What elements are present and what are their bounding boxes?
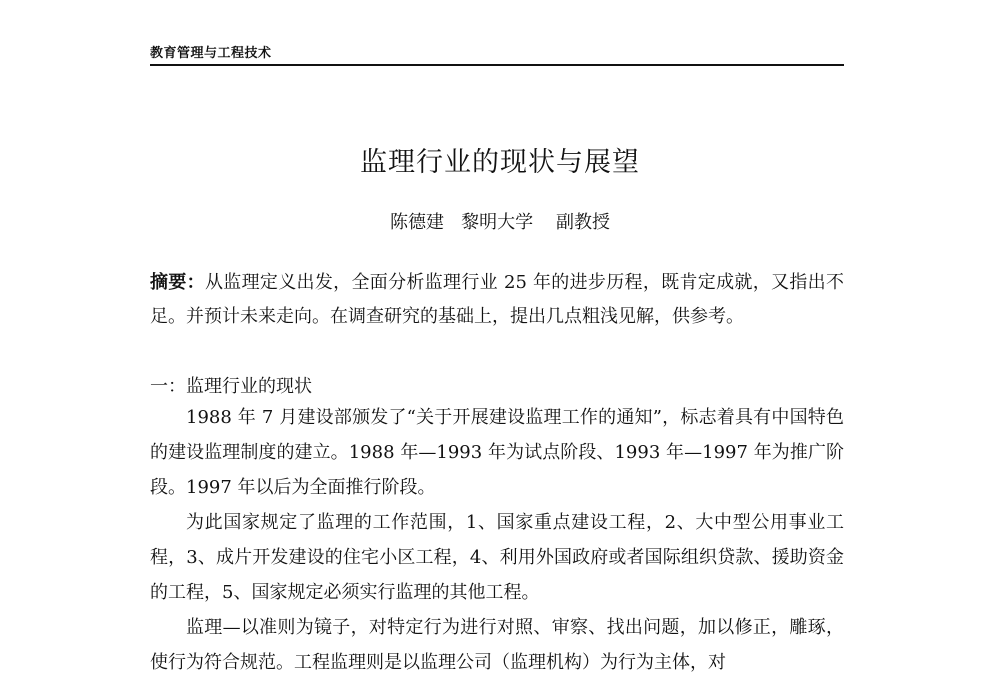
abstract-text: 从监理定义出发，全面分析监理行业 25 年的进步历程，既肯定成就，又指出不足。并预计未来走向。在调查研究的基础上，提出几点粗浅见解，供参考。	[150, 272, 844, 327]
body-paragraph: 监理—以准则为镜子，对特定行为进行对照、审察、找出问题，加以修正，雕琢，使行为符合规范。工程监理则是以监理公司（监理机构）为行为主体，对	[150, 617, 844, 673]
journal-header: 教育管理与工程技术	[150, 46, 272, 61]
body-paragraph: 1988 年 7 月建设部颁发了“关于开展建设监理工作的通知”，标志着具有中国特色的建设监理制度的建立。1988 年—1993 年为试点阶段、1993 年—1997 年为推广阶段。1997 年以后为全面推行阶段。	[150, 407, 844, 498]
header-divider	[150, 64, 844, 66]
author-byline: 陈德建 黎明大学 副教授	[389, 212, 611, 233]
body-paragraph: 为此国家规定了监理的工作范围，1、国家重点建设工程，2、大中型公用事业工程，3、成片开发建设的住宅小区工程，4、利用外国政府或者国际组织贷款、援助资金的工程，5、国家规定必须实行监理的其他工程。	[150, 512, 844, 603]
section-heading: 一：监理行业的现状	[150, 376, 312, 397]
abstract	[150, 266, 844, 334]
article-title: 监理行业的现状与展望	[360, 147, 640, 178]
abstract-label: 摘要：	[150, 272, 205, 293]
